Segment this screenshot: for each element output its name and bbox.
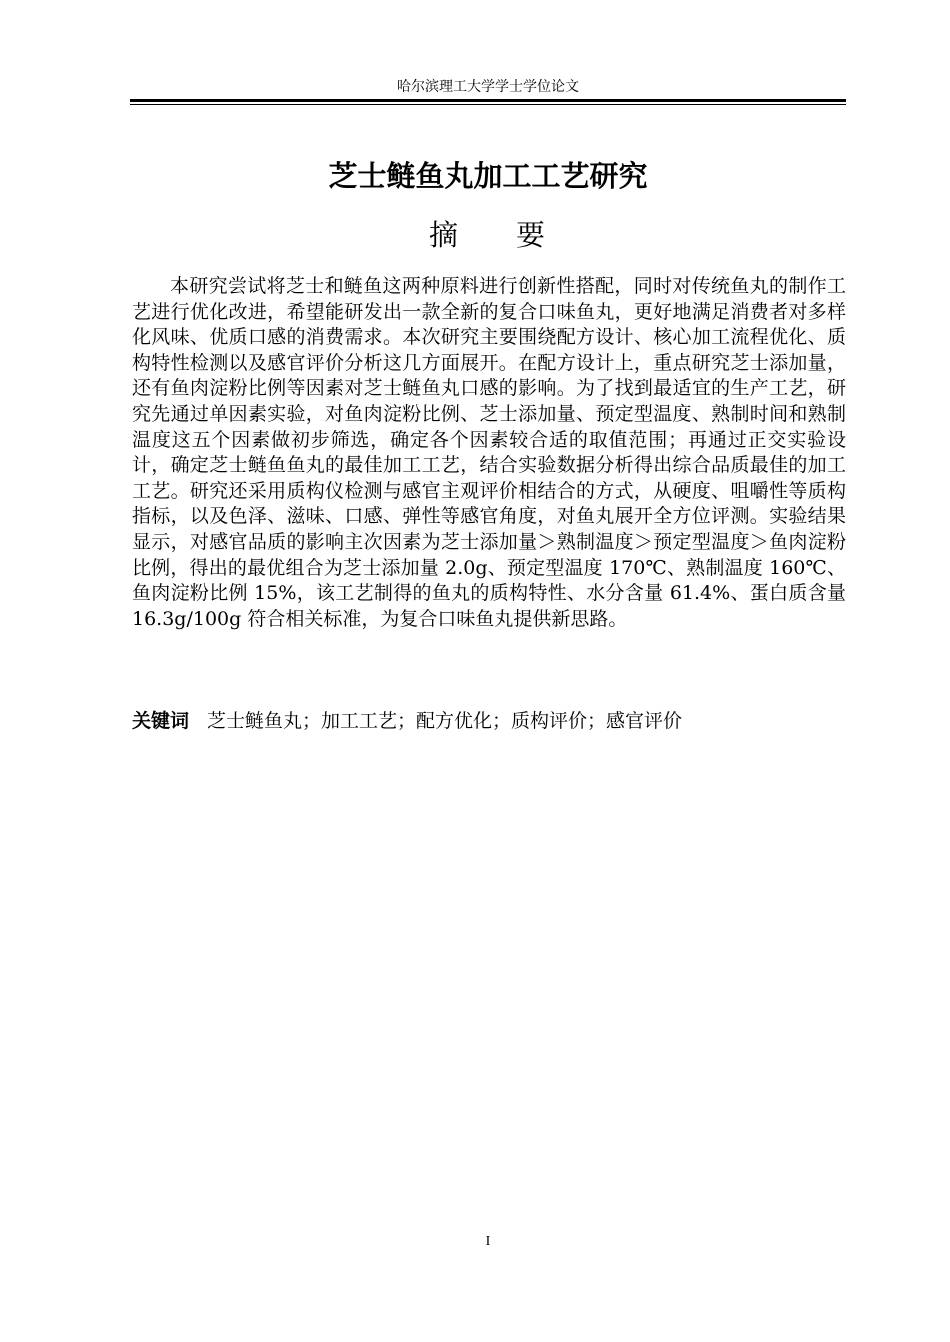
abstract-heading	[130, 214, 846, 256]
page-number: I	[485, 1234, 491, 1249]
header-rule-thin	[130, 104, 846, 105]
abstract-heading-char-1: 摘	[428, 218, 460, 252]
document-title: 芝士鲢鱼丸加工工艺研究	[328, 159, 648, 193]
keywords-line	[132, 708, 846, 734]
keywords-text: 芝士鲢鱼丸；加工工艺；配方优化；质构评价；感官评价	[207, 710, 683, 732]
abstract-heading-char-2: 要	[516, 218, 548, 252]
header-rule-thick	[130, 99, 846, 102]
running-header: 哈尔滨理工大学学士学位论文	[397, 79, 579, 95]
keywords-label: 关键词	[132, 710, 190, 732]
abstract-body: 本研究尝试将芝士和鲢鱼这两种原料进行创新性搭配，同时对传统鱼丸的制作工艺进行优化改进，希望能研发出一款全新的复合口味鱼丸，更好地满足消费者对多样化风味、优质口感的消费需求。本次研究主要围绕配方设计、核心加工流程优化、质构特性检测以及感官评价分析这几方面展开。在配方设计上，重点研究芝士添加量，还有鱼肉淀粉比例等因素对芝士鲢鱼丸口感的影响。为了找到最适宜的生产工艺，研究先通过单因素实验，对鱼肉淀粉比例、芝士添加量、预定型温度、熟制时间和熟制温度这五个因素做初步筛选，确定各个因素较合适的取值范围；再通过正交实验设计，确定芝士鲢鱼鱼丸的最佳加工工艺，结合实验数据分析得出综合品质最佳的加工工艺。研究还采用质构仪检测与感官主观评价相结合的方式，从硬度、咀嚼性等质构指标，以及色泽、滋味、口感、弹性等感官角度，对鱼丸展开全方位评测。实验结果显示，对感官品质的影响主次因素为芝士添加量＞熟制温度＞预定型温度＞鱼肉淀粉比例，得出的最优组合为芝士添加量 2.0g、预定型温度 170℃、熟制温度 160℃、鱼肉淀粉比例 15%，该工艺制得的鱼丸的质构特性、水分含量 61.4%、蛋白质含量 16.3g/100g 符合相关标准，为复合口味鱼丸提供新思路。	[132, 275, 846, 630]
